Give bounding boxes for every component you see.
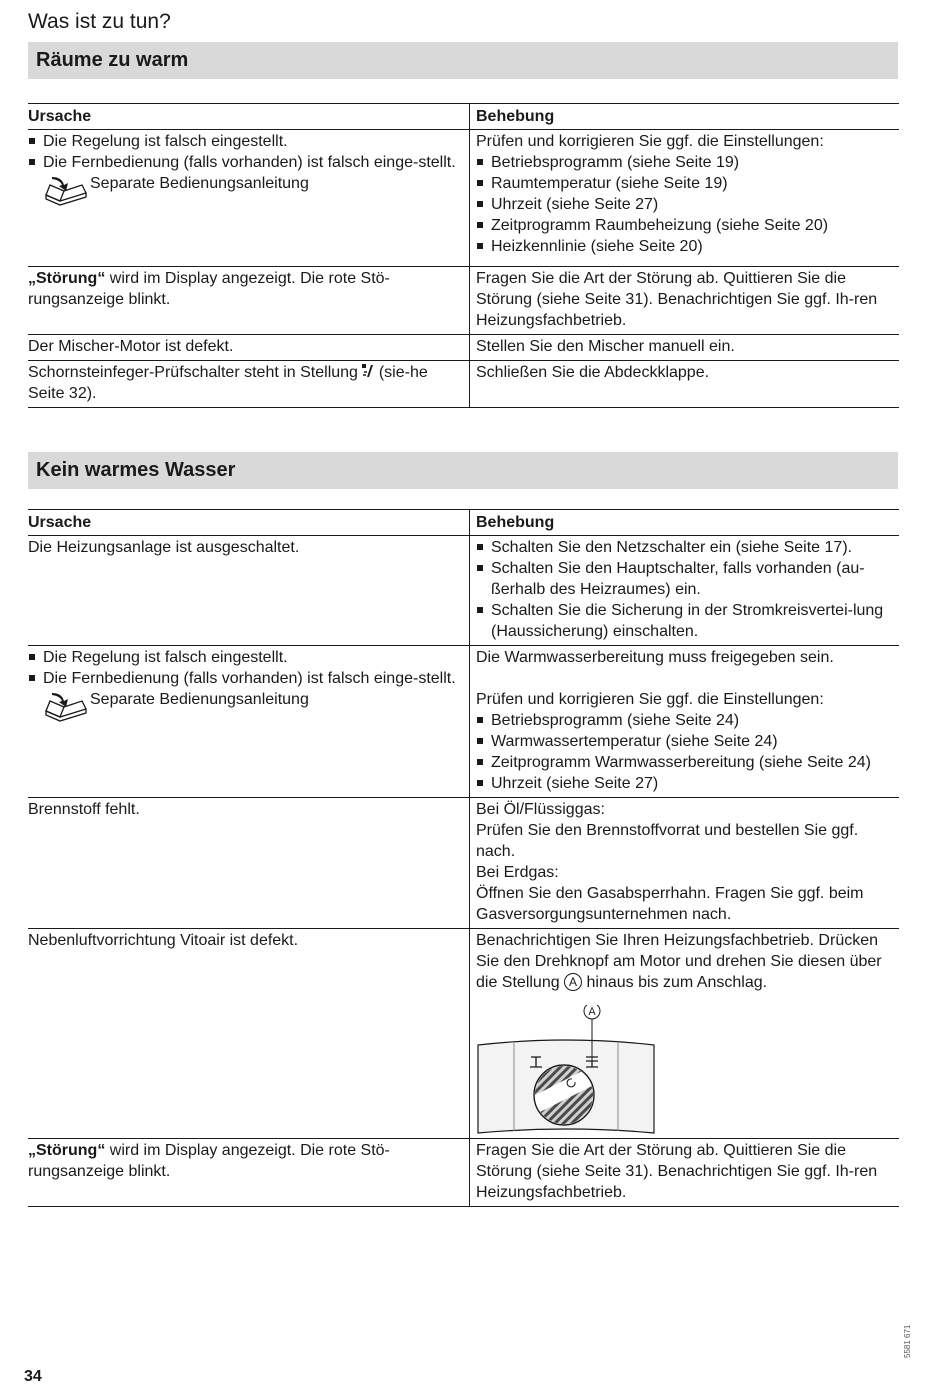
remedy-line: Prüfen Sie den Brennstoffvorrat und bestellen Sie ggf. nach.: [476, 822, 859, 860]
page-number: 34: [24, 1368, 42, 1385]
cause-cell: [28, 130, 470, 267]
remedy-text: Benachrichtigen Sie Ihren Heizungsfachbetrieb. Drücken Sie den Drehknopf am Motor und drehen Sie diesen über die Stellung: [476, 932, 882, 991]
list-item: Schalten Sie den Netzschalter ein (siehe Seite 17).: [476, 537, 899, 558]
list-item: Uhrzeit (siehe Seite 27): [476, 194, 899, 215]
list-item: Warmwassertemperatur (siehe Seite 24): [476, 731, 899, 752]
remedy-cell: [470, 130, 900, 267]
page-header: Was ist zu tun?: [28, 10, 171, 33]
cause-cell: [28, 267, 470, 335]
remedy-text: hinaus bis zum Anschlag.: [582, 974, 768, 991]
rotary-knob-diagram: [476, 1005, 656, 1135]
position-marker-a: A: [564, 973, 582, 991]
column-header-cause: Ursache: [28, 514, 92, 531]
list-item: Schalten Sie die Sicherung in der Stromkreisvertei-lung (Haussicherung) einschalten.: [476, 600, 899, 642]
book-reference-icon: [42, 173, 90, 207]
list-item: Die Regelung ist falsch eingestellt.: [28, 647, 463, 668]
table-header-row: [28, 104, 899, 130]
cause-cell: [28, 361, 470, 408]
list-item: Die Regelung ist falsch eingestellt.: [28, 131, 463, 152]
table-row: [28, 361, 899, 408]
figure-label-a: A: [588, 1006, 596, 1018]
cause-cell: Nebenluftvorrichtung Vitoair ist defekt.: [28, 932, 299, 949]
manual-reference: [28, 689, 463, 723]
cause-cell: Die Heizungsanlage ist ausgeschaltet.: [28, 539, 300, 556]
list-item: Uhrzeit (siehe Seite 27): [476, 773, 899, 794]
document-code: 5581 671: [903, 1324, 912, 1358]
remedy-cell: Fragen Sie die Art der Störung ab. Quittieren Sie die Störung (siehe Seite 31). Benachrichtigen Sie ggf. Ih-ren Heizungsfachbetrieb.: [470, 267, 900, 335]
table-no-hot-water: [28, 509, 899, 1207]
table-header-row: [28, 510, 899, 536]
table-row: [28, 335, 899, 361]
remedy-cell: [470, 536, 900, 646]
list-item: Betriebsprogramm (siehe Seite 19): [476, 152, 899, 173]
list-item: Zeitprogramm Warmwasserbereitung (siehe Seite 24): [476, 752, 899, 773]
column-header-remedy: Behebung: [470, 104, 900, 130]
remedy-line: Bei Öl/Flüssiggas:: [476, 801, 605, 818]
list-item: Heizkennlinie (siehe Seite 20): [476, 236, 899, 257]
table-row: [28, 267, 899, 335]
table-row: [28, 536, 899, 646]
table-row: [28, 929, 899, 1139]
remedy-intro: Prüfen und korrigieren Sie ggf. die Einstellungen:: [476, 691, 824, 708]
manual-reference-label: Separate Bedienungsanleitung: [90, 691, 309, 708]
table-row: [28, 130, 899, 267]
remedy-cell: Schließen Sie die Abdeckklappe.: [470, 361, 900, 408]
cause-list: [28, 647, 463, 689]
manual-reference: [28, 173, 463, 207]
list-item: Schalten Sie den Hauptschalter, falls vorhanden (au-ßerhalb des Heizraumes) ein.: [476, 558, 899, 600]
remedy-line: Öffnen Sie den Gasabsperrhahn. Fragen Sie ggf. beim Gasversorgungsunternehmen nach.: [476, 885, 864, 923]
cause-cell: [28, 646, 470, 798]
remedy-list: [476, 710, 899, 794]
remedy-cell: Stellen Sie den Mischer manuell ein.: [470, 335, 900, 361]
fault-keyword: „Störung“: [28, 1142, 106, 1159]
remedy-line: Bei Erdgas:: [476, 864, 559, 881]
remedy-cell: [470, 929, 900, 1139]
cause-cell: Der Mischer-Motor ist defekt.: [28, 338, 234, 355]
remedy-cell: Fragen Sie die Art der Störung ab. Quittieren Sie die Störung (siehe Seite 31). Benachrichtigen Sie ggf. Ih-ren Heizungsfachbetrieb.: [470, 1139, 900, 1207]
list-item: Die Fernbedienung (falls vorhanden) ist falsch einge-stellt.: [28, 668, 463, 689]
cause-text: wird im Display angezeigt. Die rote Stö-rungsanzeige blinkt.: [28, 270, 390, 308]
list-item: Zeitprogramm Raumbeheizung (siehe Seite 20): [476, 215, 899, 236]
cause-cell: [28, 1139, 470, 1207]
cause-text: (sie-he Seite 32).: [28, 364, 428, 402]
manual-reference-label: Separate Bedienungsanleitung: [90, 175, 309, 192]
remedy-intro: Prüfen und korrigieren Sie ggf. die Einstellungen:: [476, 133, 824, 150]
remedy-list: [476, 152, 899, 257]
cause-text: Schornsteinfeger-Prüfschalter steht in Stellung: [28, 364, 363, 381]
remedy-cell: [470, 798, 900, 929]
remedy-cell: [470, 646, 900, 798]
cause-list: [28, 131, 463, 173]
table-row: [28, 1139, 899, 1207]
table-row: [28, 646, 899, 798]
section-title-rooms-too-warm: Räume zu warm: [28, 42, 898, 79]
table-rooms-too-warm: [28, 103, 899, 408]
chimney-sweep-switch-icon: [362, 364, 374, 378]
cause-text: wird im Display angezeigt. Die rote Stö-rungsanzeige blinkt.: [28, 1142, 390, 1180]
book-reference-icon: [42, 689, 90, 723]
list-item: Betriebsprogramm (siehe Seite 24): [476, 710, 899, 731]
table-row: [28, 798, 899, 929]
cause-cell: Brennstoff fehlt.: [28, 801, 140, 818]
list-item: Die Fernbedienung (falls vorhanden) ist falsch einge-stellt.: [28, 152, 463, 173]
remedy-text: Die Warmwasserbereitung muss freigegeben sein.: [476, 649, 834, 666]
remedy-list: [476, 537, 899, 642]
section-title-no-hot-water: Kein warmes Wasser: [28, 452, 898, 489]
column-header-remedy: Behebung: [470, 510, 900, 536]
fault-keyword: „Störung“: [28, 270, 106, 287]
list-item: Raumtemperatur (siehe Seite 19): [476, 173, 899, 194]
column-header-cause: Ursache: [28, 108, 92, 125]
